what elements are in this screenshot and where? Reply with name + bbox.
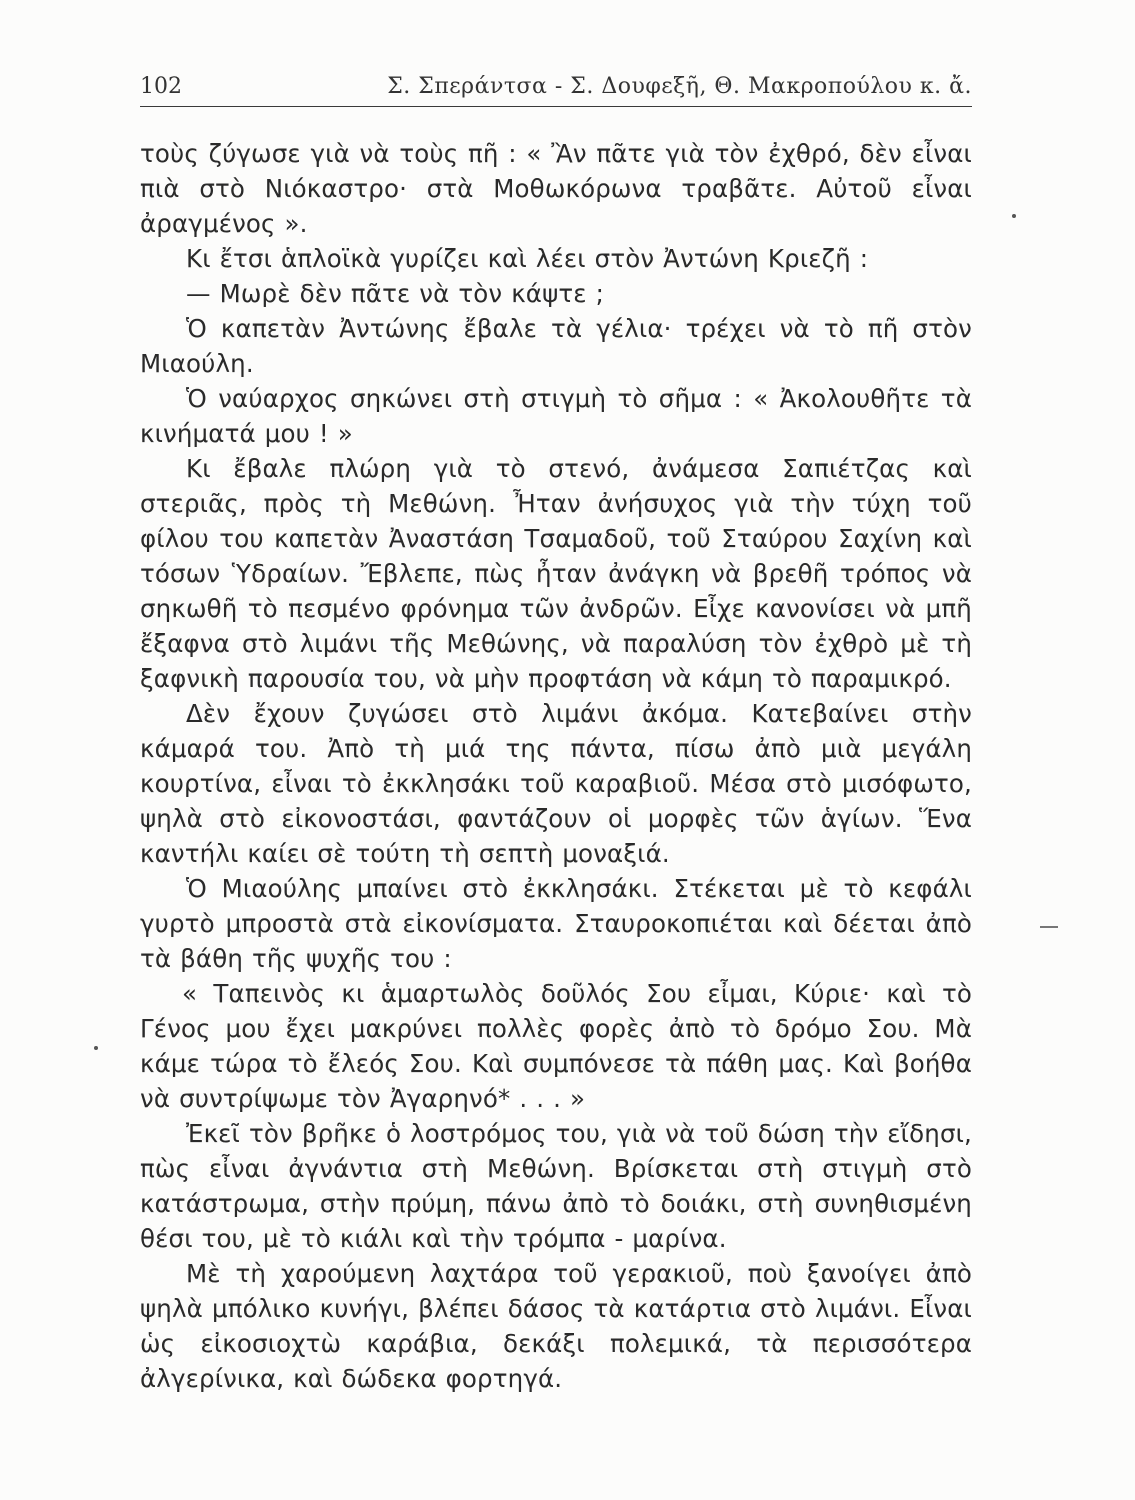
page-number: 102 — [140, 74, 182, 99]
running-head: Σ. Σπεράντσα - Σ. Δουφεξῆ, Θ. Μακροπούλου κ. ἄ. — [387, 74, 972, 99]
body-text — [140, 136, 972, 1396]
paragraph-7: Δὲν ἔχουν ζυγώσει στὸ λιμάνι ἀκόμα. Κατεβαίνει στὴν κάμαρά του. Ἀπὸ τὴ μιά της πάντα, πίσω ἀπὸ μιὰ μεγάλη κουρτίνα, εἶναι τὸ ἐκκλησάκι τοῦ καραβιοῦ. Μέσα στὸ μισόφωτο, ψηλὰ στὸ εἰκονοστάσι, φαντάζουν οἱ μορφὲς τῶν ἁγίων. Ἕνα καντήλι καίει σὲ τούτη τὴ σεπτὴ μοναξιά. — [140, 699, 972, 868]
paragraph-9: « Ταπεινὸς κι ἁμαρτωλὸς δοῦλός Σου εἶμαι, Κύριε· καὶ τὸ Γένος μου ἔχει μακρύνει πολλὲς φορὲς ἀπὸ τὸ δρόμο Σου. Μὰ κάμε τώρα τὸ ἔλεός Σου. Καὶ συμπόνεσε τὰ πάθη μας. Καὶ βοήθα νὰ συντρίψωμε τὸν Ἀγαρηνό* . . . » — [140, 979, 972, 1113]
paragraph-8: Ὁ Μιαούλης μπαίνει στὸ ἐκκλησάκι. Στέκεται μὲ τὸ κεφάλι γυρτὸ μπροστὰ στὰ εἰκονίσματα. Σταυροκοπιέται καὶ δέεται ἀπὸ τὰ βάθη τῆς ψυχῆς του : — [140, 874, 972, 973]
page-header — [140, 72, 972, 106]
paragraph-10: Ἐκεῖ τὸν βρῆκε ὁ λοστρόμος του, γιὰ νὰ τοῦ δώση τὴν εἴδησι, πὼς εἶναι ἀγνάντια στὴ Μεθώνη. Βρίσκεται στὴ στιγμὴ στὸ κατάστρωμα, στὴν πρύμη, πάνω ἀπὸ τὸ δοιάκι, στὴ συνηθισμένη θέσι του, μὲ τὸ κιάλι καὶ τὴν τρόμπα - μαρίνα. — [140, 1119, 972, 1253]
paragraph-11: Μὲ τὴ χαρούμενη λαχτάρα τοῦ γερακιοῦ, ποὺ ξανοίγει ἀπὸ ψηλὰ μπόλικο κυνήγι, βλέπει δάσος τὰ κατάρτια στὸ λιμάνι. Εἶναι ὡς εἰκοσιοχτὼ καράβια, δεκάξι πολεμικά, τὰ περισσότερα ἀλγερίνικα, καὶ δώδεκα φορτηγά. — [140, 1259, 972, 1393]
header-rule — [140, 106, 972, 107]
paragraph-6: Κι ἔβαλε πλώρη γιὰ τὸ στενό, ἀνάμεσα Σαπιέτζας καὶ στεριᾶς, πρὸς τὴ Μεθώνη. Ἦταν ἀνήσυχος γιὰ τὴν τύχη τοῦ φίλου του καπετὰν Ἀναστάση Τσαμαδοῦ, τοῦ Σταύρου Σαχίνη καὶ τόσων Ὑδραίων. Ἔβλεπε, πὼς ἦταν ἀνάγκη νὰ βρεθῆ τρόπος νὰ σηκωθῆ τὸ πεσμένο φρόνημα τῶν ἀνδρῶν. Εἶχε κανονίσει νὰ μπῆ ἔξαφνα στὸ λιμάνι τῆς Μεθώνης, νὰ παραλύση τὸν ἐχθρὸ μὲ τὴ ξαφνικὴ παρουσία του, νὰ μὴν προφτάση νὰ κάμη τὸ παραμικρό. — [140, 454, 972, 693]
stray-mark — [1012, 214, 1016, 218]
paragraph-2: Κι ἔτσι ἁπλοϊκὰ γυρίζει καὶ λέει στὸν Ἀντώνη Κριεζῆ : — [186, 244, 869, 273]
stray-dash-mark — [1040, 926, 1058, 928]
paragraph-5: Ὁ ναύαρχος σηκώνει στὴ στιγμὴ τὸ σῆμα : « Ἀκολουθῆτε τὰ κινήματά μου ! » — [140, 384, 972, 448]
paragraph-3: — Μωρὲ δὲν πᾶτε νὰ τὸν κάψτε ; — [186, 279, 605, 308]
stray-mark — [94, 1046, 98, 1050]
paragraph-4: Ὁ καπετὰν Ἀντώνης ἔβαλε τὰ γέλια· τρέχει νὰ τὸ πῆ στὸν Μιαούλη. — [140, 314, 972, 378]
paragraph-1: τοὺς ζύγωσε γιὰ νὰ τοὺς πῆ : « Ἂν πᾶτε γιὰ τὸν ἐχθρό, δὲν εἶναι πιὰ στὸ Νιόκαστρο· στὰ Μοθωκόρωνα τραβᾶτε. Αὐτοῦ εἶναι ἀραγμένος ». — [140, 139, 972, 238]
